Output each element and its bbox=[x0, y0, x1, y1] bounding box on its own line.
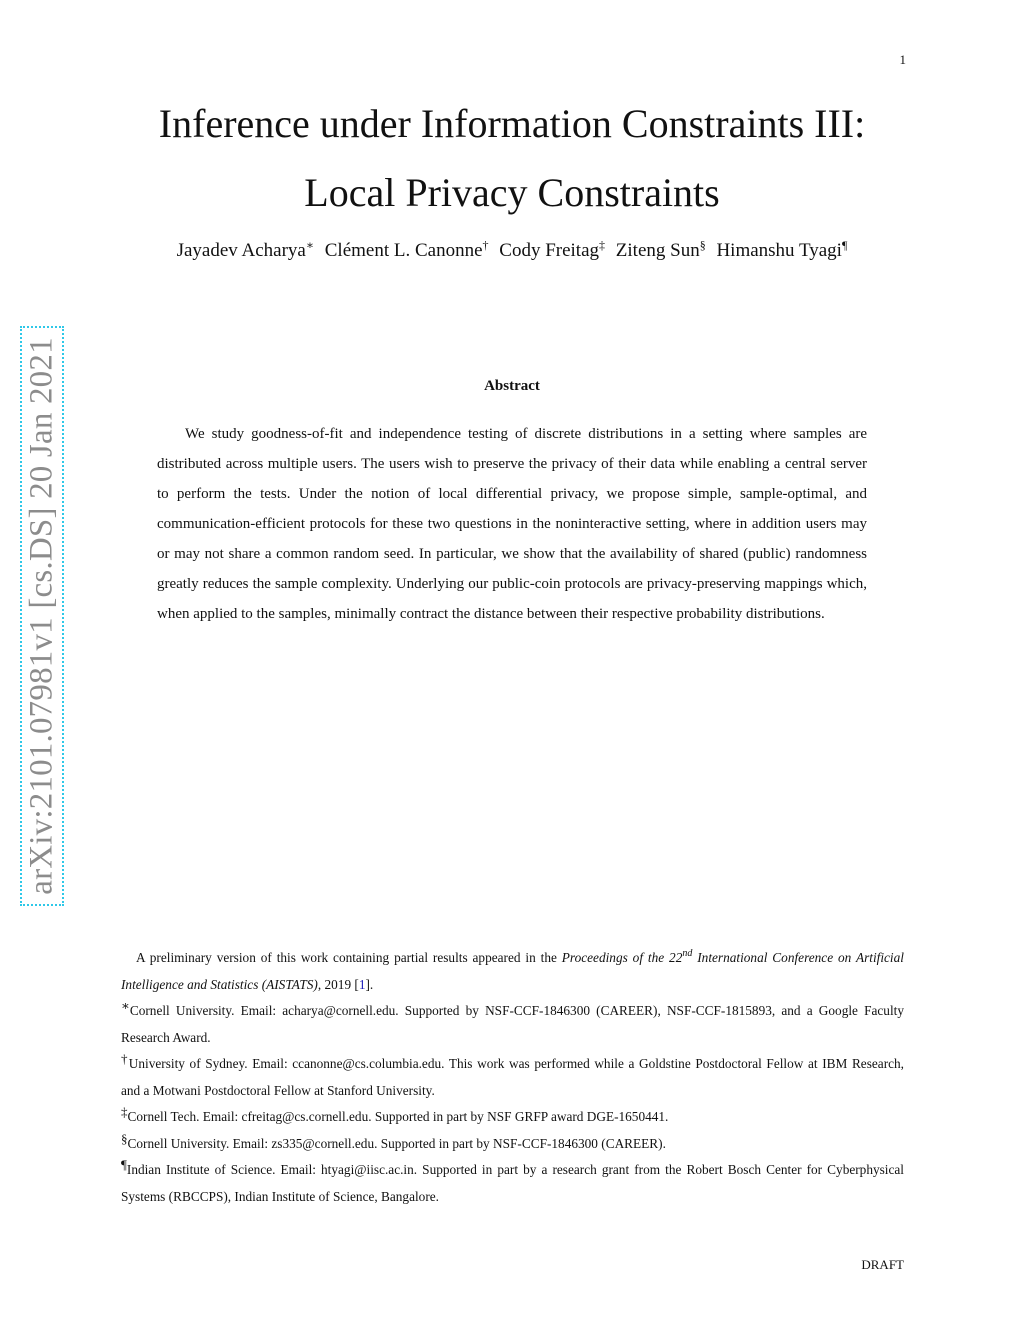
footnote-text: A preliminary version of this work containing partial results appeared in the bbox=[136, 950, 562, 965]
footnote-author bbox=[121, 998, 904, 1051]
footnote-text: Cornell University. Email: zs335@cornell.edu. Supported in part by NSF-CCF-1846300 (CAREER). bbox=[127, 1135, 666, 1151]
footnote-text: ]. bbox=[365, 976, 374, 992]
author bbox=[499, 240, 605, 261]
paper-title-line-2: Local Privacy Constraints bbox=[304, 170, 720, 215]
footnote-text: University of Sydney. Email: ccanonne@cs.columbia.edu. This work was performed while a Goldstine Postdoctoral Fellow at IBM Research, and a Motwani Postdoctoral Fellow at Stanford University. bbox=[121, 1056, 904, 1098]
author-list bbox=[0, 240, 1024, 262]
footnote-author bbox=[121, 1104, 904, 1131]
author-name: Ziteng Sun bbox=[615, 240, 700, 261]
draft-label: DRAFT bbox=[861, 1257, 904, 1272]
author-name: Himanshu Tyagi bbox=[716, 240, 842, 261]
author bbox=[177, 240, 314, 261]
author bbox=[616, 240, 706, 261]
footnote-mark: § bbox=[121, 1130, 128, 1146]
page-number: 1 bbox=[899, 52, 906, 67]
footnote-author bbox=[121, 1131, 904, 1158]
author-name: Clément L. Canonne bbox=[324, 240, 483, 261]
footnote-mark: ‡ bbox=[121, 1104, 128, 1119]
author-mark: † bbox=[482, 238, 489, 252]
arxiv-stamp bbox=[20, 326, 64, 906]
author-mark: § bbox=[699, 238, 706, 252]
footnote-mark: † bbox=[121, 1051, 129, 1066]
author-mark: ¶ bbox=[841, 238, 848, 252]
footnote-text: Cornell Tech. Email: cfreitag@cs.cornell.edu. Supported in part by NSF GRFP award DGE-1650441. bbox=[127, 1109, 669, 1124]
venue-text: International Conference on Artificial Intelligence and Statistics (AISTATS) bbox=[121, 950, 904, 992]
author-name: Jayadev Acharya bbox=[176, 240, 306, 261]
author bbox=[325, 240, 489, 261]
venue-text: Proceedings of the 22 bbox=[561, 950, 683, 965]
footnote-text: , 2019 [ bbox=[317, 976, 359, 992]
author-name: Cody Freitag bbox=[499, 240, 600, 261]
abstract-heading: Abstract bbox=[484, 378, 540, 394]
footnote-author bbox=[121, 1157, 904, 1210]
venue-ordinal: nd bbox=[682, 948, 693, 959]
author-mark: ∗ bbox=[305, 238, 314, 252]
author bbox=[716, 240, 847, 261]
footnote-preliminary-version bbox=[121, 945, 904, 998]
footnote-text: Indian Institute of Science. Email: htyagi@iisc.ac.in. Supported in part by a research grant from the Robert Bosch Center for Cyberphysical Systems (RBCCPS), Indian Institute of Science, Bangalore. bbox=[121, 1162, 904, 1204]
footnotes bbox=[121, 945, 904, 1210]
abstract-body: We study goodness-of-fit and independence testing of discrete distributions in a setting where samples are distributed across multiple users. The users wish to preserve the privacy of their data while enabling a central server to perform the tests. Under the notion of local differential privacy, we propose simple, sample-optimal, and communication-efficient protocols for these two questions in the noninteractive setting, where in addition users may or may not share a common random seed. In particular, we show that the availability of shared (public) randomness greatly reduces the sample complexity. Underlying our public-coin protocols are privacy-preserving mappings which, when applied to the samples, minimally contract the distance between their respective probability distributions. bbox=[157, 426, 867, 622]
footnote-text: Cornell University. Email: acharya@cornell.edu. Supported by NSF-CCF-1846300 (CAREER), NSF-CCF-1815893, and a Google Faculty Research Award. bbox=[121, 1003, 904, 1045]
footnote-author bbox=[121, 1051, 904, 1104]
arxiv-stamp-text: arXiv:2101.07981v1 [cs.DS] 20 Jan 2021 bbox=[23, 337, 60, 895]
paper-title-line-1: Inference under Information Constraints III: bbox=[158, 101, 866, 146]
author-mark: ‡ bbox=[599, 238, 606, 252]
footnote-mark: ∗ bbox=[121, 998, 130, 1013]
footnote-mark: ¶ bbox=[121, 1157, 127, 1172]
citation-link[interactable]: 1 bbox=[358, 976, 366, 992]
